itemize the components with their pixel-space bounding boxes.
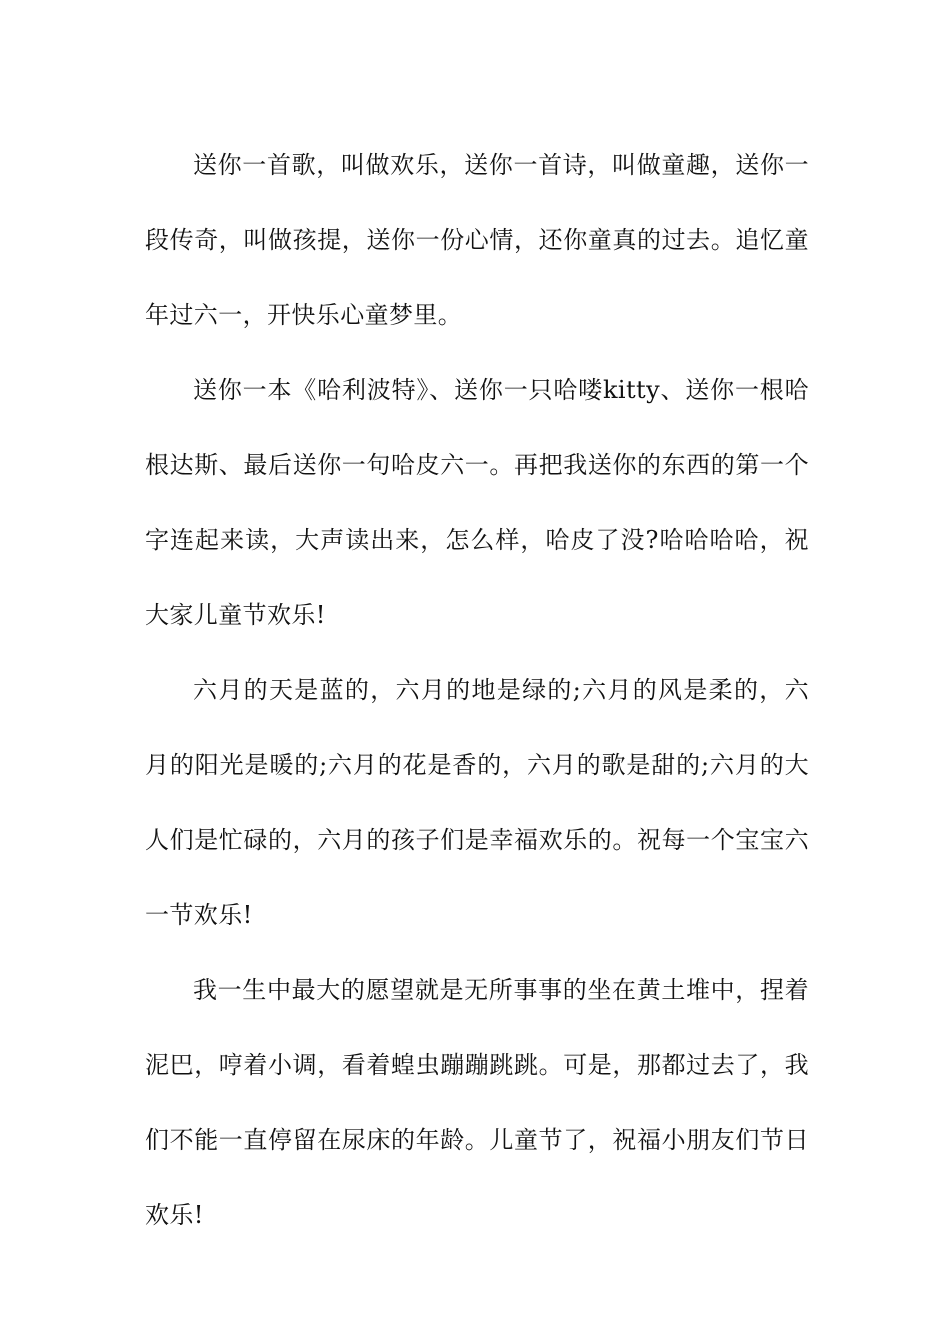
- paragraph-1: 送你一首歌，叫做欢乐，送你一首诗，叫做童趣，送你一段传奇，叫做孩提，送你一份心情，还你童真的过去。追忆童年过六一，开快乐心童梦里。: [145, 151, 809, 329]
- paragraph-4: 我一生中最大的愿望就是无所事事的坐在黄土堆中，捏着泥巴，哼着小调，看着蝗虫蹦蹦跳跳。可是，那都过去了，我们不能一直停留在尿床的年龄。儿童节了，祝福小朋友们节日欢乐!: [145, 976, 809, 1229]
- paragraph-2: 送你一本《哈利波特》、送你一只哈喽kitty、送你一根哈根达斯、最后送你一句哈皮六一。再把我送你的东西的第一个字连起来读，大声读出来，怎么样，哈皮了没?哈哈哈哈，祝大家儿童节欢乐!: [145, 376, 809, 629]
- document-body: [145, 128, 809, 1253]
- paragraph-3: 六月的天是蓝的，六月的地是绿的;六月的风是柔的，六月的阳光是暖的;六月的花是香的，六月的歌是甜的;六月的大人们是忙碌的，六月的孩子们是幸福欢乐的。祝每一个宝宝六一节欢乐!: [145, 676, 809, 929]
